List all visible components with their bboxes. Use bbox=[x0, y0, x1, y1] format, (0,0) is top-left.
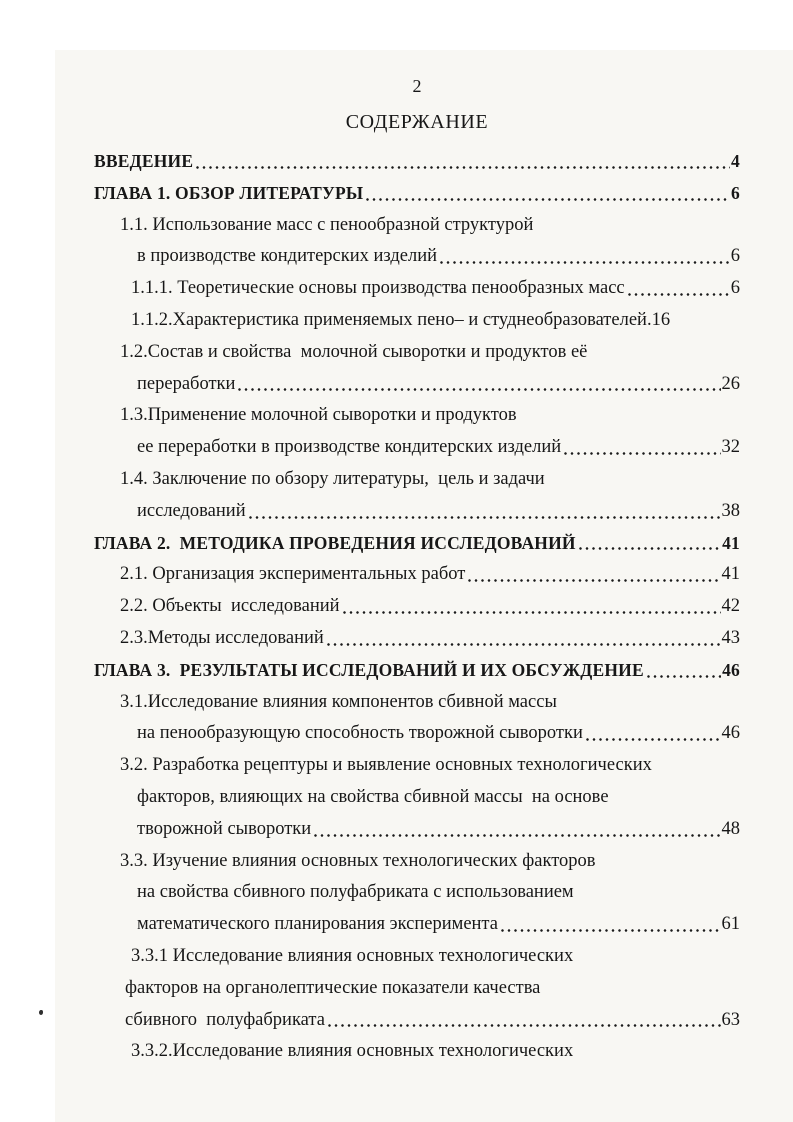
toc-page-number: 4 bbox=[731, 151, 740, 171]
toc-leader-dots bbox=[586, 738, 721, 741]
toc-leader-dots bbox=[468, 579, 720, 582]
toc-line bbox=[94, 528, 740, 560]
page-number: 2 bbox=[412, 76, 422, 96]
toc-page-number: 16 bbox=[651, 309, 671, 330]
toc-line bbox=[94, 400, 740, 432]
toc-leader-dots bbox=[564, 452, 720, 455]
toc-leader-dots bbox=[579, 547, 721, 550]
toc-line bbox=[94, 718, 740, 750]
toc-leader-dots bbox=[249, 516, 721, 519]
toc-page-number: 61 bbox=[721, 914, 740, 935]
toc-leader-dots bbox=[501, 929, 721, 932]
toc-line-text: 3.3.1 Исследование влияния основных технологических bbox=[131, 945, 574, 966]
toc-page-number: 26 bbox=[721, 373, 740, 394]
toc-page-number: 48 bbox=[721, 818, 740, 839]
toc-line-text: 1.4. Заключение по обзору литературы, цель и задачи bbox=[120, 468, 545, 489]
toc-line bbox=[94, 941, 740, 973]
toc-line-text: сбивного полуфабриката bbox=[125, 1009, 325, 1030]
toc-list bbox=[94, 146, 740, 1068]
toc-line-text: ГЛАВА 1. ОБЗОР ЛИТЕРАТУРЫ bbox=[94, 182, 364, 203]
toc-leader-dots bbox=[314, 834, 720, 837]
toc-line bbox=[94, 210, 740, 242]
toc-line bbox=[94, 623, 740, 655]
toc-line-text: 1.1.2.Характеристика применяемых пено– и студнеобразователей. bbox=[131, 309, 652, 330]
toc-line-text: факторов, влияющих на свойства сбивной массы на основе bbox=[137, 786, 609, 807]
toc-line bbox=[94, 846, 740, 878]
toc-line-text: творожной сыворотки bbox=[137, 818, 312, 839]
toc-line bbox=[94, 432, 740, 464]
toc-line bbox=[94, 337, 740, 369]
toc-page-number: 6 bbox=[731, 182, 740, 203]
toc-line-text: 2.1. Организация экспериментальных работ bbox=[120, 564, 466, 585]
toc-page-number: 41 bbox=[721, 564, 740, 585]
toc-line bbox=[94, 750, 740, 782]
toc-line-text: математического планирования эксперимента bbox=[137, 914, 498, 935]
toc-leader-dots bbox=[328, 1024, 721, 1027]
toc-line-text: 3.3.2.Исследование влияния основных технологических bbox=[131, 1041, 574, 1062]
toc-line bbox=[94, 305, 740, 337]
toc-page-number: 6 bbox=[730, 246, 740, 267]
toc-line-text: 2.3.Методы исследований bbox=[120, 627, 324, 648]
toc-line-text: 3.1.Исследование влияния компонентов сбивной массы bbox=[120, 691, 557, 712]
toc-line bbox=[94, 559, 740, 591]
toc-title: СОДЕРЖАНИЕ bbox=[345, 111, 489, 133]
toc-line-text: 3.3. Изучение влияния основных технологических факторов bbox=[120, 850, 596, 871]
toc-leader-dots bbox=[366, 198, 730, 201]
toc-line bbox=[94, 496, 740, 528]
toc-line bbox=[94, 464, 740, 496]
toc-line-text: исследований bbox=[137, 500, 246, 521]
toc-leader-dots bbox=[440, 261, 730, 264]
toc-leader-dots bbox=[343, 611, 721, 614]
toc-line-text: переработки bbox=[137, 373, 236, 394]
toc-line bbox=[94, 1005, 740, 1037]
toc-line bbox=[94, 369, 740, 401]
toc-page-number: 63 bbox=[721, 1009, 740, 1030]
toc-leader-dots bbox=[327, 643, 721, 646]
toc-line bbox=[94, 814, 740, 846]
toc-line bbox=[94, 146, 740, 178]
document-page bbox=[55, 50, 793, 1122]
toc-leader-dots bbox=[628, 293, 730, 296]
toc-line-text: 2.2. Объекты исследований bbox=[120, 596, 340, 617]
toc-line-text: ее переработки в производстве кондитерских изделий bbox=[137, 437, 562, 458]
toc-line bbox=[94, 1036, 740, 1068]
toc-line-text: 3.2. Разработка рецептуры и выявление основных технологических bbox=[120, 755, 652, 776]
toc-line bbox=[94, 241, 740, 273]
toc-page-number: 46 bbox=[721, 723, 740, 744]
toc-line-text: ВВЕДЕНИЕ bbox=[94, 151, 194, 171]
toc-line bbox=[94, 687, 740, 719]
toc-leader-dots bbox=[647, 675, 721, 678]
toc-line-text: в производстве кондитерских изделий bbox=[137, 246, 438, 267]
toc-page-number: 41 bbox=[722, 532, 740, 553]
toc-line bbox=[94, 782, 740, 814]
toc-line bbox=[94, 178, 740, 210]
toc-page-number: 43 bbox=[721, 627, 740, 648]
toc-page-number: 46 bbox=[722, 659, 740, 680]
toc-line-text: ГЛАВА 2. МЕТОДИКА ПРОВЕДЕНИЯ ИССЛЕДОВАНИЙ bbox=[94, 532, 576, 553]
toc-line-text: на свойства сбивного полуфабриката с использованием bbox=[137, 882, 574, 903]
toc-page-number: 42 bbox=[721, 596, 740, 617]
toc-line bbox=[94, 909, 740, 941]
toc-page-number: 32 bbox=[721, 437, 740, 458]
scan-artifact-dot bbox=[39, 1010, 43, 1015]
toc-line-text: ГЛАВА 3. РЕЗУЛЬТАТЫ ИССЛЕДОВАНИЙ И ИХ ОБСУЖДЕНИЕ bbox=[94, 659, 644, 680]
toc-page-number: 6 bbox=[730, 278, 740, 299]
toc-line bbox=[94, 273, 740, 305]
toc-line-text: 1.2.Состав и свойства молочной сыворотки и продуктов её bbox=[120, 341, 588, 362]
toc-line bbox=[94, 591, 740, 623]
toc-line-text: 1.1.1. Теоретические основы производства пенообразных масс bbox=[131, 278, 625, 299]
toc-line-text: факторов на органолептические показатели качества bbox=[125, 977, 541, 998]
toc-line bbox=[94, 877, 740, 909]
toc-leader-dots bbox=[196, 166, 730, 169]
toc-leader-dots bbox=[238, 388, 720, 391]
toc-line bbox=[94, 973, 740, 1005]
toc-line-text: 1.3.Применение молочной сыворотки и продуктов bbox=[120, 405, 517, 426]
toc-line-text: 1.1. Использование масс с пенообразной структурой bbox=[120, 214, 534, 235]
toc-page-number: 38 bbox=[721, 500, 740, 521]
toc-line bbox=[94, 655, 740, 687]
toc-line-text: на пенообразующую способность творожной сыворотки bbox=[137, 723, 583, 744]
